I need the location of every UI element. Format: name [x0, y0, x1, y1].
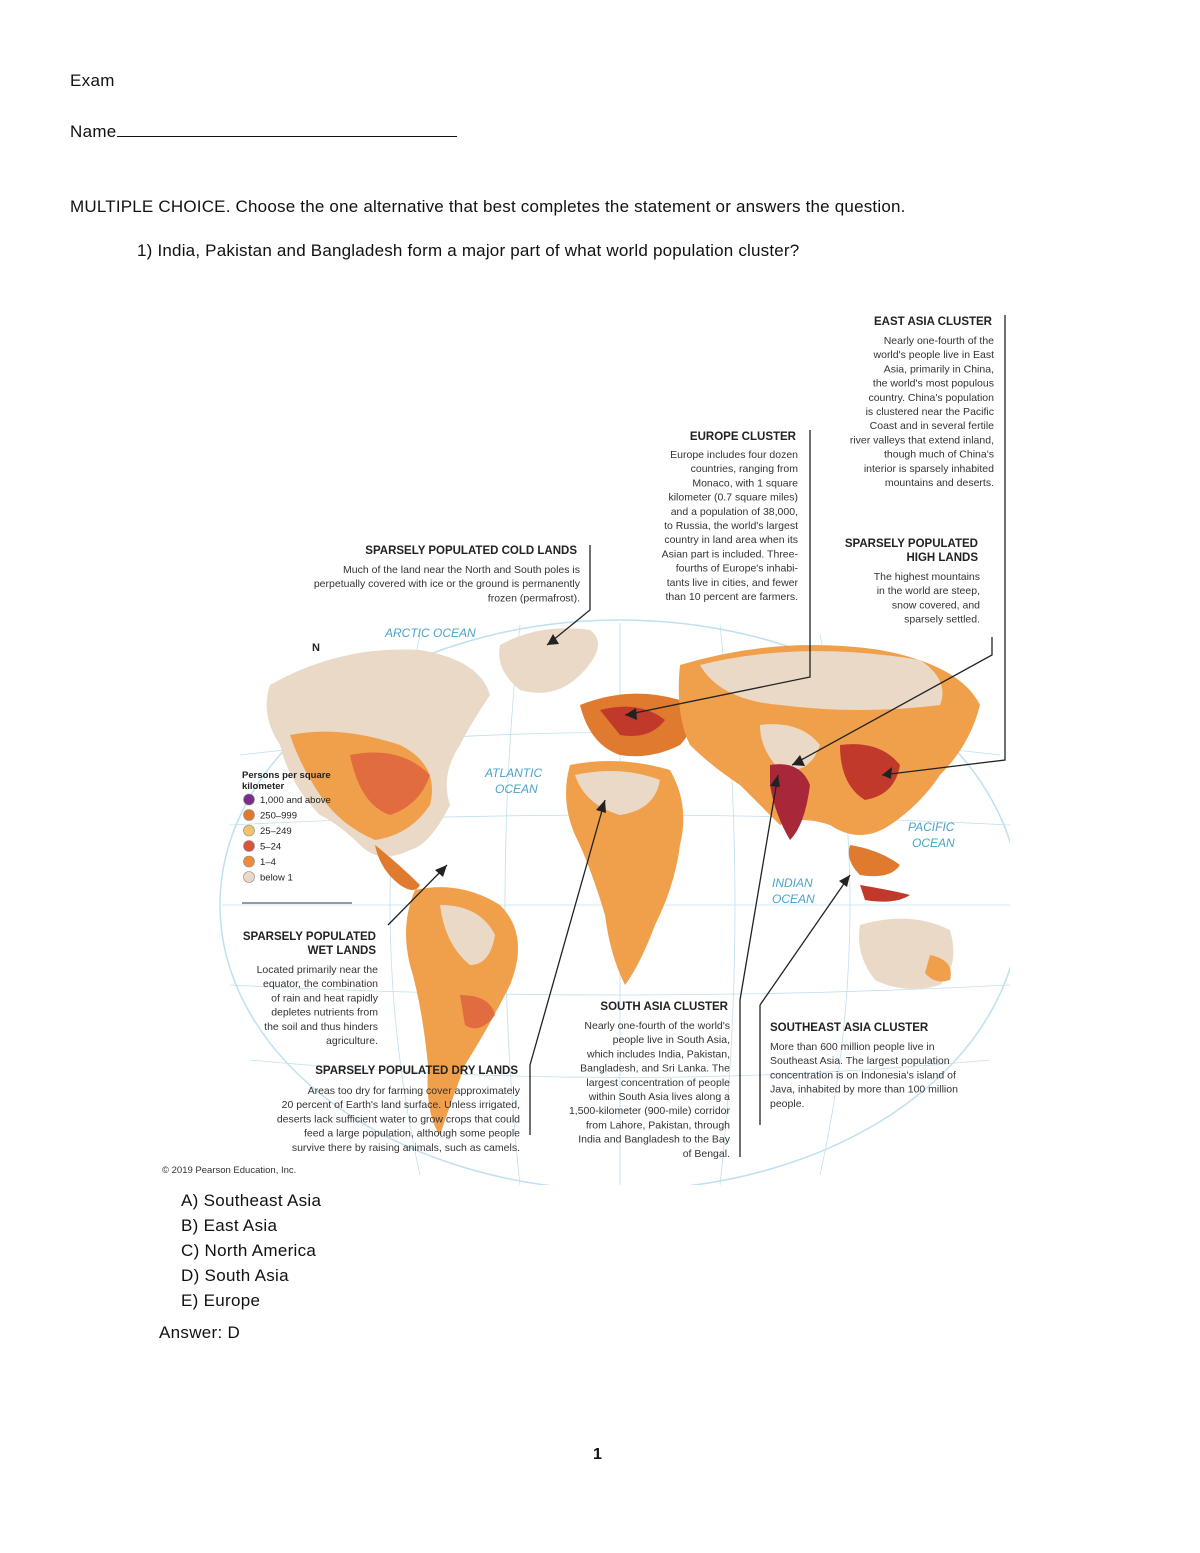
callout-europe-title: EUROPE CLUSTER: [689, 431, 796, 443]
callout-europe-text-line: countries, ranging from: [690, 463, 798, 476]
callout-europe-text-line: Europe includes four dozen: [670, 449, 798, 461]
callout-east-asia-title: EAST ASIA CLUSTER: [874, 316, 992, 328]
callout-wet-lands-text-line: equator, the combination: [263, 978, 378, 991]
callout-dry-lands-title: SPARSELY POPULATED DRY LANDS: [315, 1065, 518, 1077]
legend-swatch: [244, 872, 255, 883]
callout-cold-lands-text-line: perpetually covered with ice or the ground is permanently: [313, 578, 580, 591]
callout-wet-lands-text-line: the soil and thus hinders: [264, 1020, 378, 1033]
ocean-label-atlantic-2: OCEAN: [495, 782, 538, 796]
callout-europe-text-line: country in land area when its: [664, 534, 798, 547]
legend-item-label: 5–24: [260, 841, 282, 853]
callout-high-lands-text-line: snow covered, and: [891, 599, 980, 612]
callout-east-asia-text-line: world's people live in East: [873, 349, 994, 362]
legend-swatch: [244, 810, 255, 821]
legend-item-label: 1,000 and above: [260, 795, 331, 806]
option-d: D) South Asia: [181, 1266, 289, 1285]
page-number: 1: [593, 1446, 602, 1463]
callout-southeast-asia-text-line: people.: [770, 1097, 805, 1110]
callout-europe-text-line: kilometer (0.7 square miles): [668, 491, 798, 504]
legend-item-label: 25–249: [260, 826, 292, 837]
question-text: India, Pakistan and Bangladesh form a major part of what world population cluster?: [157, 241, 800, 260]
answer-options: [181, 1188, 321, 1313]
legend-swatch: [244, 794, 255, 805]
callout-east-asia-text-line: country. China's population: [868, 391, 994, 404]
name-label: Name: [70, 122, 117, 141]
callout-south-asia-text-line: largest concentration of people: [586, 1076, 730, 1089]
callout-wet-lands-text-line: depletes nutrients from: [271, 1006, 378, 1019]
ocean-label-indian-2: OCEAN: [772, 892, 815, 906]
callout-high-lands-text-line: in the world are steep,: [876, 585, 980, 598]
callout-wet-lands-title-line: WET LANDS: [307, 945, 376, 957]
question-1: [137, 241, 799, 261]
callout-cold-lands-text-line: Much of the land near the North and South poles is: [343, 564, 580, 576]
ocean-label-indian-1: INDIAN: [772, 876, 813, 890]
callout-east-asia-text-line: is clustered near the Pacific: [865, 406, 994, 418]
callout-east-asia-text-line: Nearly one-fourth of the: [883, 335, 994, 347]
figure-copyright: © 2019 Pearson Education, Inc.: [162, 1165, 297, 1176]
callout-dry-lands-text-line: deserts lack sufficient water to grow crops that could: [276, 1113, 520, 1126]
legend-item-label: below 1: [260, 872, 293, 884]
callout-cold-lands-title: SPARSELY POPULATED COLD LANDS: [365, 545, 577, 557]
callout-south-asia-text-line: within South Asia lives along a: [588, 1091, 730, 1103]
legend-swatch: [244, 856, 255, 867]
callout-south-asia-text-line: people live in South Asia,: [612, 1034, 730, 1047]
callout-europe-text-line: and a population of 38,000,: [670, 505, 798, 518]
ocean-label-pacific-2: OCEAN: [912, 836, 955, 850]
name-field: [70, 122, 457, 142]
callout-southeast-asia-title: SOUTHEAST ASIA CLUSTER: [770, 1022, 929, 1034]
legend-title-1: Persons per square: [242, 770, 331, 781]
callout-wet-lands-text-line: agriculture.: [326, 1035, 378, 1047]
callout-europe-text-line: fourths of Europe's inhabi-: [675, 562, 798, 575]
callout-southeast-asia-text-line: Southeast Asia. The largest population: [770, 1055, 950, 1068]
callout-east-asia-text-line: the world's most populous: [872, 377, 994, 390]
callout-south-asia-title: SOUTH ASIA CLUSTER: [600, 1001, 728, 1013]
callout-europe-text-line: tants live in cities, and fewer: [666, 576, 798, 589]
question-number: 1): [137, 241, 153, 260]
callout-dry-lands-text-line: survive there by raising animals, such as camels.: [291, 1141, 520, 1154]
callout-southeast-asia-text-line: concentration is on Indonesia's island of: [770, 1069, 956, 1082]
option-c: C) North America: [181, 1241, 317, 1260]
world-population-map-figure: [160, 305, 1010, 1185]
ocean-label-arctic: ARCTIC OCEAN: [385, 626, 476, 640]
callout-east-asia-text-line: interior is sparsely inhabited: [863, 462, 994, 475]
callout-dry-lands-text-line: 20 percent of Earth's land surface. Unless irrigated,: [281, 1099, 520, 1112]
callout-europe-text-line: Asian part is included. Three-: [661, 548, 798, 561]
callout-south-asia-text-line: Bangladesh, and Sri Lanka. The: [580, 1062, 730, 1075]
answer-key: Answer: D: [159, 1323, 241, 1342]
option-e: E) Europe: [181, 1291, 261, 1310]
callout-dry-lands-text-line: feed a large population, although some people: [304, 1127, 520, 1140]
exam-label: Exam: [70, 71, 115, 90]
callout-east-asia-text-line: Asia, primarily in China,: [883, 363, 994, 376]
callout-east-asia-text-line: mountains and deserts.: [884, 477, 994, 489]
legend-item-label: 1–4: [260, 857, 276, 868]
callout-cold-lands-text-line: frozen (permafrost).: [487, 592, 580, 605]
callout-south-asia-text-line: of Bengal.: [682, 1147, 730, 1160]
option-b: B) East Asia: [181, 1216, 278, 1235]
callout-southeast-asia-text-line: Java, inhabited by more than 100 million: [770, 1083, 958, 1096]
callout-south-asia-text-line: which includes India, Pakistan,: [587, 1048, 730, 1061]
ocean-label-atlantic-1: ATLANTIC: [485, 766, 543, 780]
callout-south-asia-text-line: Nearly one-fourth of the world's: [584, 1020, 730, 1032]
callout-southeast-asia-text-line: More than 600 million people live in: [770, 1041, 935, 1053]
callout-high-lands-text-line: sparsely settled.: [904, 613, 980, 626]
instructions: MULTIPLE CHOICE. Choose the one alternative that best completes the statement or answers the question.: [70, 197, 906, 216]
legend-swatch: [244, 825, 255, 836]
callout-wet-lands-text-line: Located primarily near the: [256, 964, 378, 976]
callout-high-lands-text-line: The highest mountains: [873, 571, 980, 583]
callout-east-asia-text-line: river valleys that extend inland,: [849, 434, 994, 447]
legend-title-2: kilometer: [242, 781, 285, 792]
callout-europe-text-line: to Russia, the world's largest: [664, 520, 798, 532]
legend-item-label: 250–999: [260, 810, 297, 822]
callout-dry-lands-text-line: Areas too dry for farming cover approximately: [307, 1085, 520, 1097]
callout-wet-lands-title-line: SPARSELY POPULATED: [242, 931, 376, 943]
ocean-label-pacific-1: PACIFIC: [908, 820, 955, 834]
option-a: A) Southeast Asia: [181, 1191, 322, 1210]
callout-wet-lands-text-line: of rain and heat rapidly: [271, 992, 378, 1005]
callout-south-asia-text-line: 1,500-kilometer (900-mile) corridor: [568, 1105, 730, 1118]
callout-europe-text-line: than 10 percent are farmers.: [665, 591, 798, 603]
callout-east-asia-text-line: though much of China's: [884, 448, 994, 461]
callout-south-asia-text-line: India and Bangladesh to the Bay: [578, 1133, 730, 1146]
legend-swatch: [244, 841, 255, 852]
name-blank-line: [117, 122, 457, 137]
callout-europe-text-line: Monaco, with 1 square: [692, 477, 798, 490]
callout-high-lands-title-line: SPARSELY POPULATED: [844, 538, 978, 550]
callout-east-asia-text-line: Coast and in several fertile: [869, 420, 994, 433]
callout-south-asia-text-line: from Lahore, Pakistan, through: [585, 1119, 730, 1132]
callout-high-lands-title-line: HIGH LANDS: [906, 552, 978, 564]
north-label: N: [312, 642, 320, 654]
